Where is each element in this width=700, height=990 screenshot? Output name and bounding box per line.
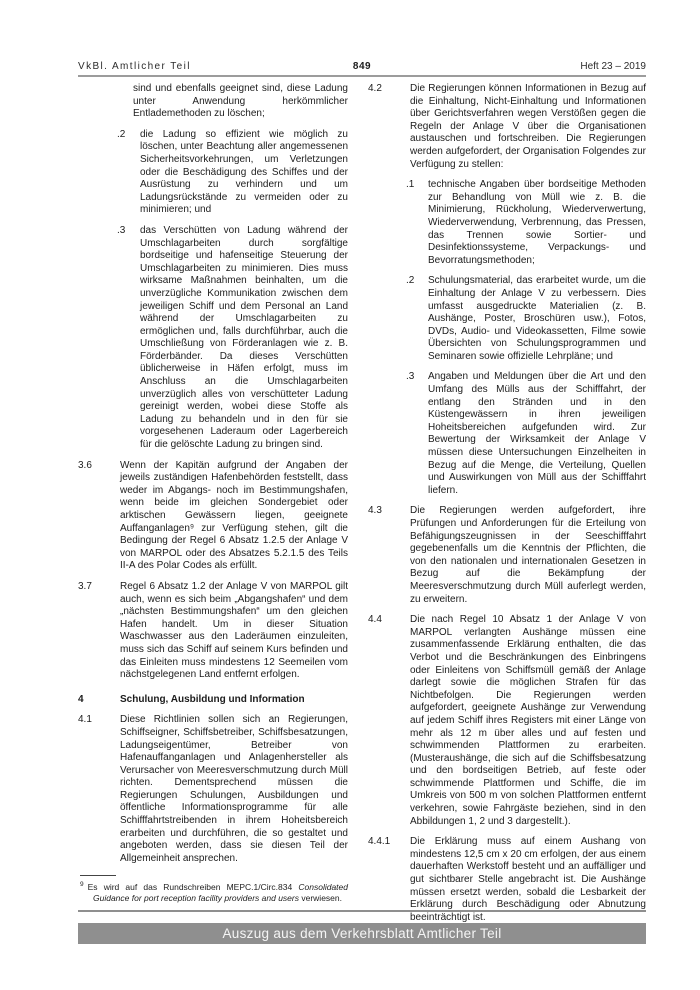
paragraph-text: das Verschütten von Ladung während der Umschlagarbeiten durch sorgfältige bordseitige und hafenseitige Steuerung der Umschlagarbeiten zu minimieren. Dies muss wirksame Maßnahmen beinhalten, um die unverzügliche Kommunikation zwischen dem jeweiligen Schiff und dem Personal an Land während der Umschlagarbeiten zu ermöglichen und, falls durchführbar, auch die Umschließung von Förderanlagen wie z. B. Förderbänder. Da dieses Verschütten üblicherweise in Häfen erfolgt, muss im Anschluss an die Umschlagarbeiten unverzüglich alles von verschütteter Ladung gereinigt werden, wobei diese Stoffe als Ladung zu behandeln und in den für sie vorgesehenen Laderaum oder Lagerbereich für die gelöschte Ladung zu bringen sind. (140, 224, 348, 451)
paragraph-number: 4.3 (368, 505, 382, 517)
text-columns (78, 83, 646, 924)
paragraph-3-6 (78, 460, 348, 573)
paragraph-number: .2 (117, 128, 126, 140)
footnote (78, 875, 348, 903)
footer-rule (78, 910, 646, 912)
paragraph-text: Schulungsmaterial, das erarbeitet wurde, um die Einhaltung der Anlage V zu verbessern. Dies umfasst ausgedruckte Materialien (z. B. Aushänge, Poster, Broschüren usw.), Fotos, DVDs, Audio- und Videokassetten, Filme sowie Übersichten von Schulungsprogrammen und Seminaren sowie offizielle Lehrpläne; und (428, 275, 646, 362)
paragraph-continuation (78, 83, 348, 121)
paragraph-number: 4.1 (78, 714, 92, 726)
paragraph-sub-2 (368, 275, 646, 363)
paragraph-number: 4.2 (368, 83, 382, 94)
paragraph-text: Wenn der Kapitän aufgrund der Angaben der jeweils zuständigen Hafenbehörden feststellt, dass weder im Abgangs- noch im Bestimmungshafen, wenn beide im gleichen Sondergebiet oder arktischen Gewässern liegen, geeignete Auffanganlagen⁹ zur Verfügung stehen, gilt die Bedingung der Regel 6 Absatz 1.2.5 der Anlage V von MARPOL oder des Absatzes 5.2.1.5 des Teils II-A des Polar Codes als erfüllt. (120, 459, 348, 572)
footer-banner (78, 923, 646, 944)
header-journal-title: VkBl. Amtlicher Teil (78, 61, 191, 72)
header-issue-label: Heft 23 – 2019 (580, 61, 646, 72)
paragraph-sub-1 (368, 179, 646, 267)
footnote-rule (80, 875, 116, 876)
paragraph-sub-3 (78, 225, 348, 452)
header-rule (78, 75, 646, 77)
right-column (368, 83, 646, 924)
paragraph-text: Die Erklärung muss auf einem Aushang von mindestens 12,5 cm x 20 cm erfolgen, der aus einem dauerhaften Werkstoff besteht und an auffälliger und gut sichtbarer Stelle angebracht ist. Die Aushänge müssen ersetzt werden, sobald die Lesbarkeit der Erklärung durch Beschädigung oder Abnutzung beeinträchtigt ist. (410, 836, 646, 923)
footnote-marker: 9 (80, 881, 84, 889)
paragraph-number: .3 (406, 371, 415, 383)
section-heading-4 (78, 694, 348, 707)
paragraph-4-4 (368, 614, 646, 828)
paragraph-number: 3.7 (78, 580, 92, 592)
section-title: Schulung, Ausbildung und Information (120, 693, 305, 705)
paragraph-number: 3.6 (78, 459, 92, 471)
paragraph-text: Angaben und Meldungen über die Art und den Umfang des Mülls aus der Schifffahrt, der entlang den Stränden und in den Küstengewässern in ihren jeweiligen Hoheitsbereichen aufgefunden wird. Zur Bewertung der Wirksamkeit der Anlage V müssen diese Untersuchungen Einzelheiten in Bezug auf die Menge, die Verteilung, Quellen und Auswirkungen von Müll aus der Schifffahrt liefern. (428, 371, 646, 496)
paragraph-sub-3 (368, 371, 646, 497)
paragraph-number: .3 (117, 224, 126, 236)
paragraph-text: Die nach Regel 10 Absatz 1 der Anlage V von MARPOL verlangten Aushänge müssen eine zusammenfassende Erklärung enthalten, die das Verbot und die Beschränkungen des Einbringens oder Einleitens von Schiffsmüll gemäß der Anlage darlegt sowie die möglichen Strafen für das Nichtbefolgen. Die Regierungen werden aufgefordert, geeignete Aushänge zur Verwendung auf jedem Schiff ihres Registers mit einer Länge von mehr als 12 m über alles und auf festen und schwimmenden Plattformen zu erarbeiten. (Musteraushänge, die sich auf die Schiffsbesatzung und den bordseitigen Betrieb, auf feste oder schwimmende Plattformen und Schiffe, die im Umkreis von 500 m von solchen Plattformen entfernt verkehren, sowie Fahrgäste beziehen, sind in den Abbildungen 1, 2 und 3 dargestellt.). (410, 614, 646, 827)
header-page-number: 849 (352, 61, 372, 72)
paragraph-text: die Ladung so effizient wie möglich zu löschen, unter Beachtung aller angemessenen Sicherheitsvorkehrungen, um Verletzungen oder die Beschädigung des Schiffes und der Ausrüstung zu verhindern und um Ladungsrückstände zu vermeiden oder zu minimieren; und (140, 128, 348, 216)
paragraph-number: 4.4 (368, 614, 382, 626)
paragraph-number: .1 (406, 179, 415, 191)
paragraph-number: .2 (406, 275, 415, 287)
paragraph-text: Diese Richtlinien sollen sich an Regierungen, Schiffseigner, Schiffsbetreiber, Schiffsbesatzungen, Ladungseigentümer, Betreiber von Hafenauffanganlagen und Anlagenhersteller als Verursacher von Meeresverschmutzung durch Müll richten. Dementsprechend müssen die Regierungen Schulungen, Ausbildungen und öffentliche Informationsprogramme für alle Schifffahrtstreibenden in ihrem Hoheitsbereich erarbeiten und durchführen, die so gestaltet und angeboten werden, dass sie diesen Teil der Allgemeinheit ansprechen. (120, 714, 348, 864)
paragraph-text: sind und ebenfalls geeignet sind, diese Ladung unter Anwendung herkömmlicher Entlademethoden zu löschen; (133, 83, 348, 120)
footnote-text (80, 880, 348, 903)
paragraph-sub-2 (78, 129, 348, 217)
footnote-text-post: verwiesen. (299, 892, 342, 903)
footnote-text-italic: Consolidated Guidance for port reception facility providers and users (93, 882, 348, 903)
footer-banner-text: Auszug aus dem Verkehrsblatt Amtlicher Teil (222, 926, 502, 941)
page-header (78, 61, 646, 72)
paragraph-number: 4.4.1 (368, 836, 391, 848)
paragraph-text: technische Angaben über bordseitige Methoden zur Behandlung von Müll wie z. B. die Minimierung, Rückholung, Wiederverwertung, Wiederverwendung, Verbrennung, das Pressen, das Trennen sowie Sortier- und Desinfektionssysteme, Verpackungs- und Bevorratungsmethoden; (428, 179, 646, 266)
paragraph-4-3 (368, 505, 646, 606)
paragraph-4-2 (368, 83, 646, 171)
section-number: 4 (78, 693, 84, 705)
paragraph-text: Regel 6 Absatz 1.2 der Anlage V von MARPOL gilt auch, wenn es sich beim „Abgangshafen“ und dem „nächsten Bestimmungshafen“ um den gleichen Hafen handelt. Um in dieser Situation Waschwasser aus den Laderäumen einzuleiten, muss sich das Schiff auf seinem Kurs befinden und das Einleiten muss mindestens 12 Seemeilen vom nächstgelegenen Land entfernt erfolgen. (120, 580, 348, 681)
paragraph-4-1 (78, 714, 348, 865)
paragraph-text: Die Regierungen werden aufgefordert, ihre Prüfungen und Anforderungen für die Erteilung von Befähigungszeugnissen in der Seeschifffahrt gegebenenfalls um die Kenntnis der Pflichten, die von den nationalen und internationalen Gesetzen in Bezug auf die Bekämpfung der Meeresverschmutzung durch Müll auferlegt werden, zu erweitern. (410, 505, 646, 605)
footnote-text-pre: Es wird auf das Rundschreiben MEPC.1/Circ.834 (87, 882, 299, 893)
left-column (78, 83, 348, 924)
paragraph-3-7 (78, 581, 348, 682)
paragraph-text: Die Regierungen können Informationen in Bezug auf die Einhaltung, Nicht-Einhaltung und Informationen über Gerichtsverfahren wegen Verstößen gegen die Regeln der Anlage V über die Organisationen austauschen und fortschreiben. Die Regierungen werden aufgefordert, der Organisation Folgendes zur Verfügung zu stellen: (410, 83, 646, 170)
